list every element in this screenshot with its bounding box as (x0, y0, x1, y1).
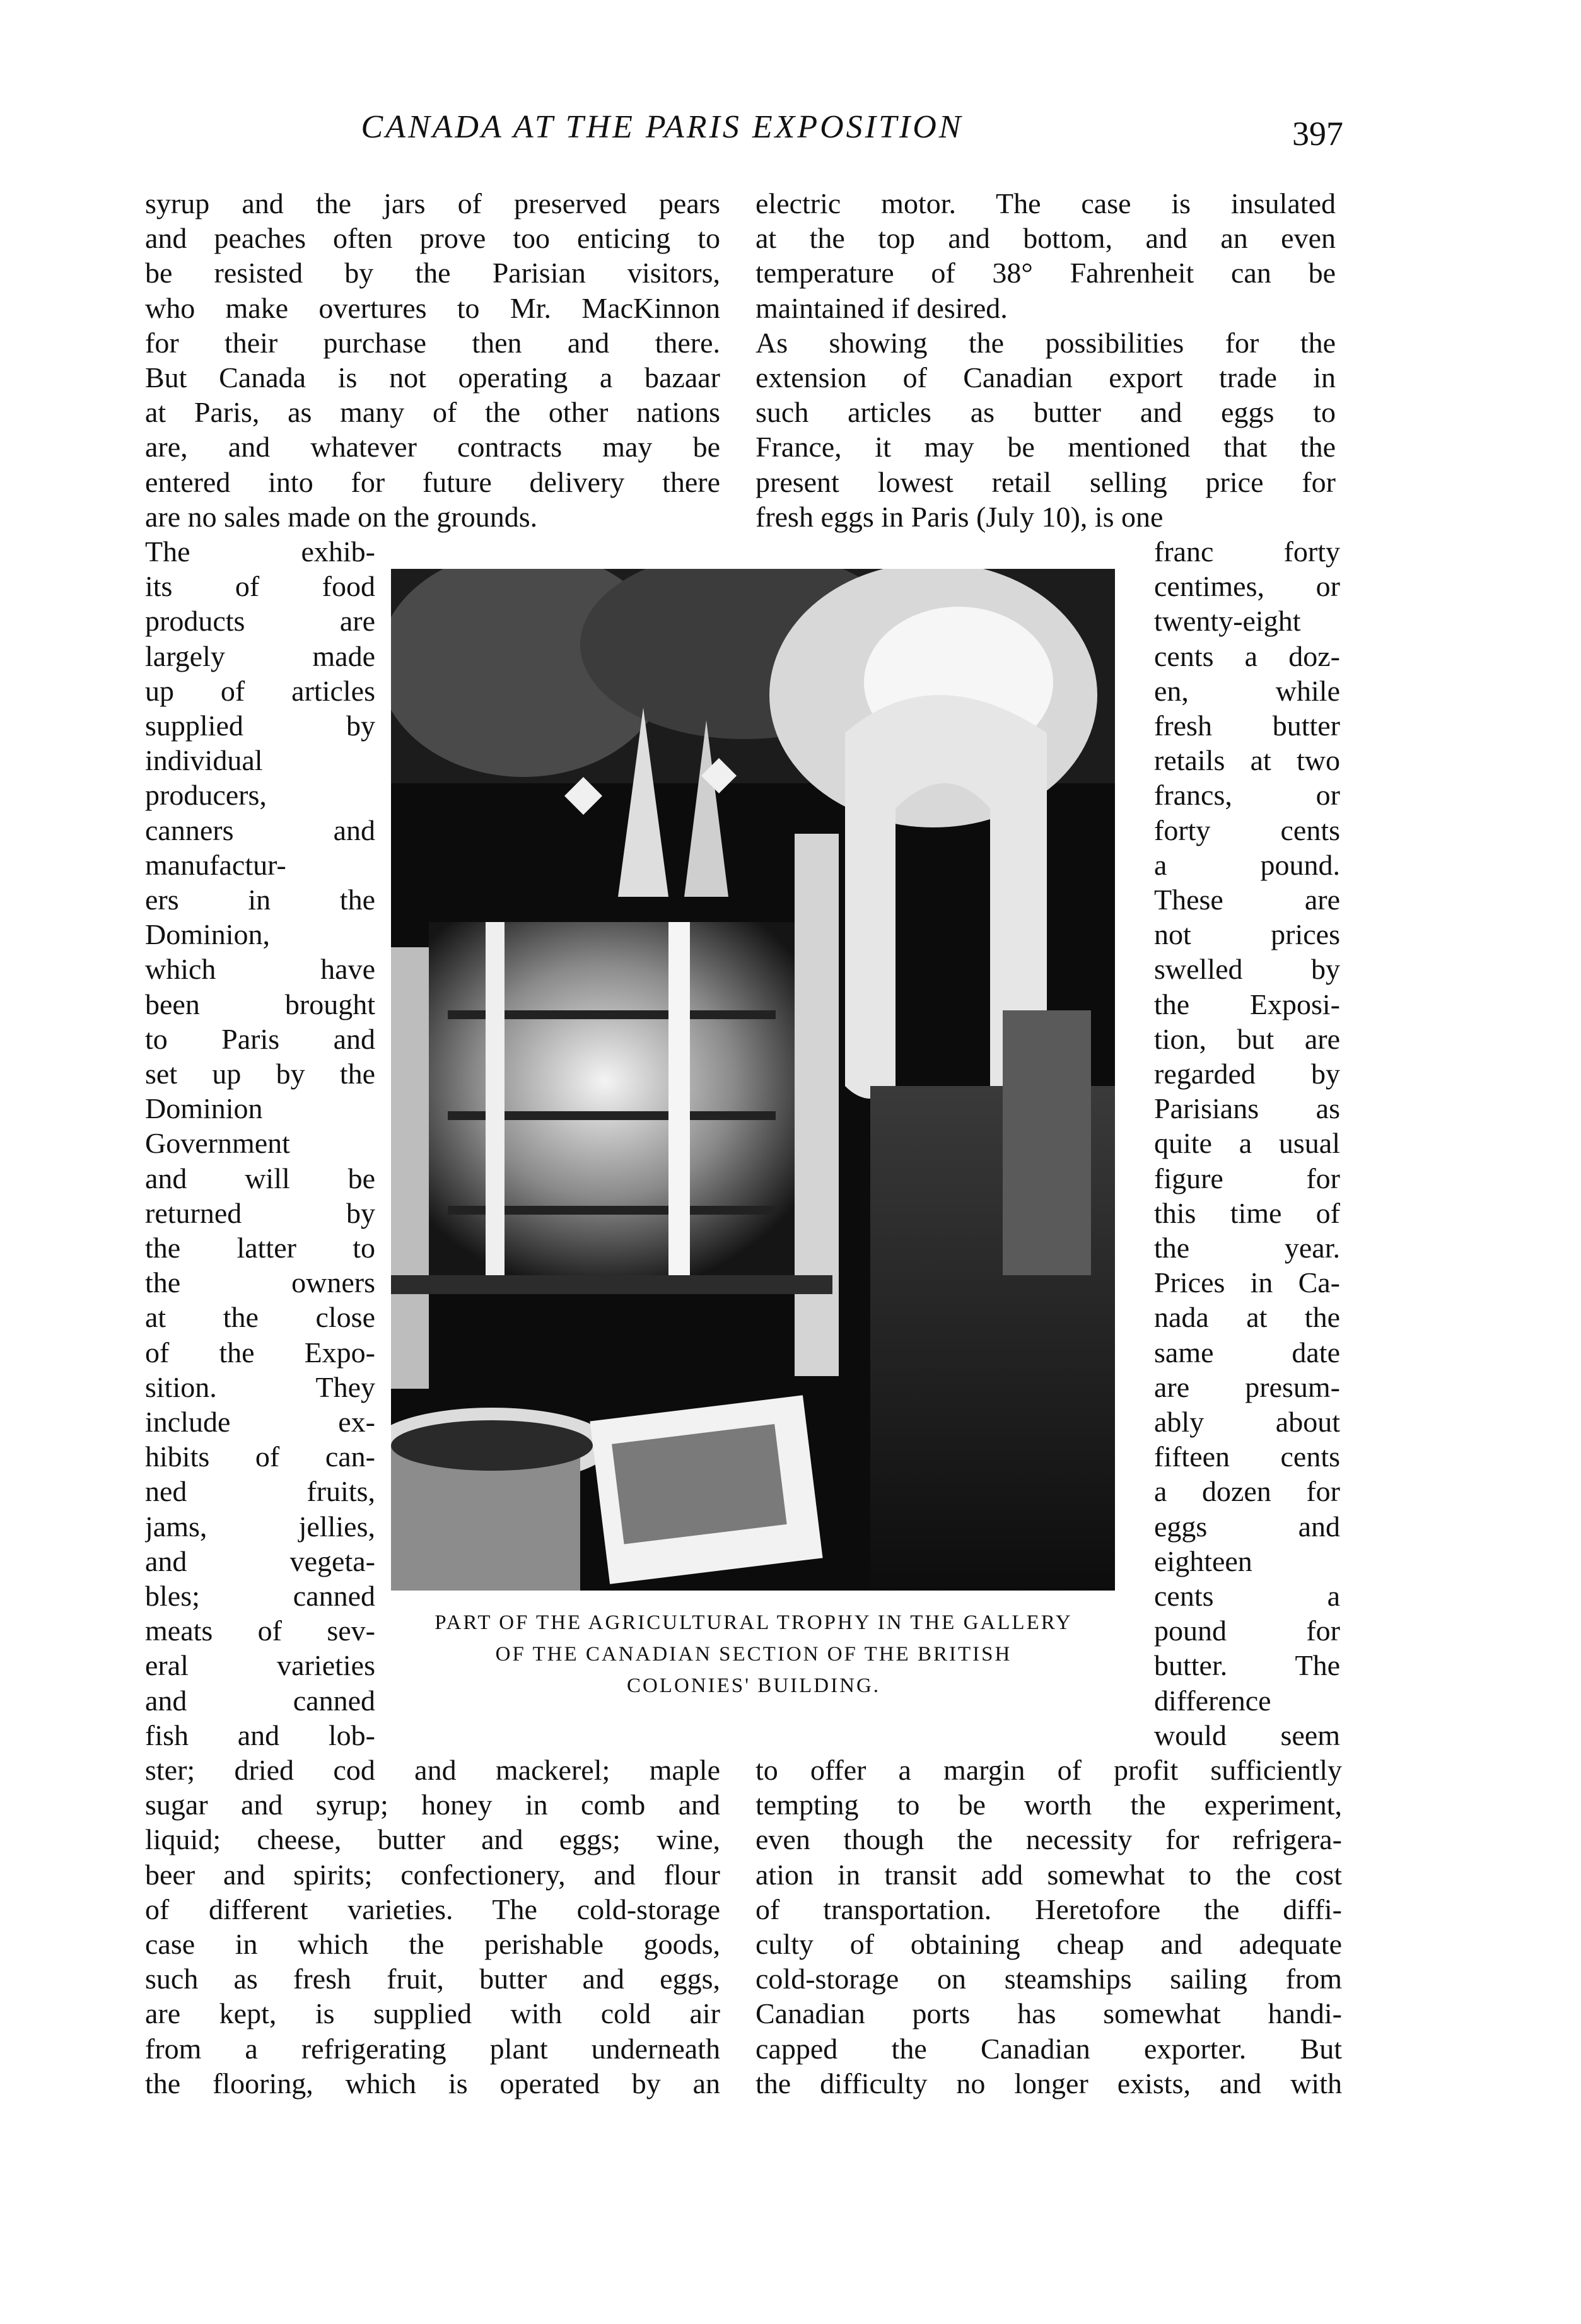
caption-line: OF THE CANADIAN SECTION OF THE BRITISH (495, 1643, 1012, 1666)
right-column-line: difference (1154, 1684, 1271, 1717)
left-column-line: who make overtures to Mr. MacKinnon (145, 291, 720, 324)
right-column-line: to offer a margin of profit sufficiently (755, 1754, 1342, 1786)
photo-illustration (391, 569, 1115, 1591)
left-column-line: case in which the perishable goods, (145, 1928, 720, 1960)
running-title: CANADA AT THE PARIS EXPOSITION (361, 109, 964, 145)
left-column-line: are kept, is supplied with cold air (145, 1997, 720, 2030)
right-column-line: would seem (1154, 1719, 1340, 1751)
right-column-line: ably about (1154, 1406, 1340, 1438)
right-column-line: pound for (1154, 1615, 1340, 1647)
right-column-line: regarded by (1154, 1058, 1340, 1090)
right-column-line: tion, but are (1154, 1022, 1340, 1055)
left-column-line: the flooring, which is operated by an (145, 2067, 720, 2099)
right-column-line: maintained if desired. (755, 291, 1008, 324)
left-column-line: Dominion, (145, 918, 271, 951)
left-column-line: largely made (145, 639, 375, 672)
left-column-line: and vegeta- (145, 1544, 375, 1577)
left-column-line: syrup and the jars of preserved pears (145, 187, 720, 219)
right-column-line: eggs and (1154, 1510, 1340, 1543)
left-column-line: of the Expo- (145, 1336, 375, 1369)
left-column-line: individual (145, 744, 263, 777)
right-column-line: tempting to be worth the experiment, (755, 1789, 1342, 1821)
right-column-line: fifteen cents (1154, 1440, 1340, 1473)
left-column-line: for their purchase then and there. (145, 326, 720, 359)
right-column-line: butter. The (1154, 1649, 1340, 1682)
right-column-line: temperature of 38° Fahrenheit can be (755, 257, 1336, 289)
left-column-line: canners and (145, 814, 375, 846)
right-column-line: cents a (1154, 1580, 1340, 1612)
right-column-line: same date (1154, 1336, 1340, 1369)
left-column-line: beer and spirits; confectionery, and flour (145, 1858, 720, 1891)
right-column-line: forty cents (1154, 814, 1340, 846)
right-column-line: As showing the possibilities for the (755, 326, 1336, 359)
right-column-line: francs, or (1154, 779, 1340, 812)
left-column-line: returned by (145, 1196, 375, 1229)
right-column-line: swelled by (1154, 953, 1340, 986)
left-column-line: and will be (145, 1162, 375, 1194)
left-column-line: at Paris, as many of the other nations (145, 396, 720, 429)
left-column-line: and canned (145, 1684, 375, 1717)
left-column-line: But Canada is not operating a bazaar (145, 361, 720, 394)
right-column-line: ation in transit add somewhat to the cost (755, 1858, 1342, 1891)
right-column-line: the difficulty no longer exists, and with (755, 2067, 1342, 2099)
right-column-line: cold-storage on steamships sailing from (755, 1963, 1342, 1995)
right-column-line: eighteen (1154, 1544, 1252, 1577)
left-column-line: its of food (145, 570, 375, 603)
left-column-line: been brought (145, 988, 375, 1020)
left-column-line: Government (145, 1127, 290, 1160)
right-column-line: Parisians as (1154, 1092, 1340, 1125)
right-column-line: of transportation. Heretofore the diffi- (755, 1893, 1342, 1925)
left-column-line: manufactur- (145, 848, 286, 881)
caption-line: COLONIES' BUILDING. (626, 1674, 881, 1697)
right-column-line: capped the Canadian exporter. But (755, 2032, 1342, 2065)
left-column-line: ned fruits, (145, 1475, 375, 1508)
right-column-line: Canadian ports has somewhat handi- (755, 1997, 1342, 2030)
left-column-line: at the close (145, 1301, 375, 1334)
page-number: 397 (1292, 115, 1343, 153)
right-column-line: not prices (1154, 918, 1340, 951)
right-column-line: figure for (1154, 1162, 1340, 1194)
left-column-line: bles; canned (145, 1580, 375, 1612)
right-column-line: fresh butter (1154, 709, 1340, 742)
left-column-line: such as fresh fruit, butter and eggs, (145, 1963, 720, 1995)
right-column-line: even though the necessity for refrigera- (755, 1823, 1342, 1856)
left-column-line: hibits of can- (145, 1440, 375, 1473)
left-column-line: include ex- (145, 1406, 375, 1438)
right-column-line: electric motor. The case is insulated (755, 187, 1336, 219)
left-column-line: set up by the (145, 1058, 375, 1090)
left-column-line: entered into for future delivery there (145, 465, 720, 498)
right-column-line: fresh eggs in Paris (July 10), is one (755, 500, 1164, 533)
left-column-line: liquid; cheese, butter and eggs; wine, (145, 1823, 720, 1856)
left-column-line: ster; dried cod and mackerel; maple (145, 1754, 720, 1786)
left-column-line: The exhib- (145, 535, 375, 568)
left-column-line: supplied by (145, 709, 375, 742)
right-column-line: These are (1154, 884, 1340, 916)
left-column-line: are no sales made on the grounds. (145, 500, 538, 533)
right-column-line: twenty-eight (1154, 605, 1301, 638)
left-column-line: are, and whatever contracts may be (145, 431, 720, 464)
right-column-line: the year. (1154, 1232, 1340, 1264)
left-column-line: Dominion (145, 1092, 263, 1125)
left-column-line: meats of sev- (145, 1615, 375, 1647)
right-column-line: centimes, or (1154, 570, 1340, 603)
right-column-line: extension of Canadian export trade in (755, 361, 1336, 394)
caption-line: PART OF THE AGRICULTURAL TROPHY IN THE GALLERY (435, 1611, 1073, 1634)
right-column-line: quite a usual (1154, 1127, 1340, 1160)
left-column-line: the latter to (145, 1232, 375, 1264)
left-column-line: up of articles (145, 674, 375, 707)
right-column-line: Prices in Ca- (1154, 1266, 1340, 1299)
left-column-line: sition. They (145, 1370, 375, 1403)
left-column-line: from a refrigerating plant underneath (145, 2032, 720, 2065)
left-column-line: products are (145, 605, 375, 638)
left-column-line: the owners (145, 1266, 375, 1299)
right-column-line: franc forty (1154, 535, 1340, 568)
right-column-line: retails at two (1154, 744, 1340, 777)
left-column-line: sugar and syrup; honey in comb and (145, 1789, 720, 1821)
right-column-line: en, while (1154, 674, 1340, 707)
left-column-line: of different varieties. The cold-storage (145, 1893, 720, 1925)
left-column-line: fish and lob- (145, 1719, 375, 1751)
left-column-line: be resisted by the Parisian visitors, (145, 257, 720, 289)
right-column-line: this time of (1154, 1196, 1340, 1229)
right-column-line: present lowest retail selling price for (755, 465, 1336, 498)
right-column-line: France, it may be mentioned that the (755, 431, 1336, 464)
left-column-line: jams, jellies, (145, 1510, 375, 1543)
exhibit-photograph (391, 569, 1115, 1591)
right-column-line: the Exposi- (1154, 988, 1340, 1020)
right-column-line: nada at the (1154, 1301, 1340, 1334)
right-column-line: at the top and bottom, and an even (755, 222, 1336, 255)
right-column-line: such articles as butter and eggs to (755, 396, 1336, 429)
left-column-line: eral varieties (145, 1649, 375, 1682)
left-column-line: to Paris and (145, 1022, 375, 1055)
left-column-line: ers in the (145, 884, 375, 916)
right-column-line: a dozen for (1154, 1475, 1340, 1508)
right-column-line: cents a doz- (1154, 639, 1340, 672)
right-column-line: culty of obtaining cheap and adequate (755, 1928, 1342, 1960)
left-column-line: which have (145, 953, 375, 986)
left-column-line: and peaches often prove too enticing to (145, 222, 720, 255)
left-column-line: producers, (145, 779, 267, 812)
right-column-line: a pound. (1154, 848, 1340, 881)
right-column-line: are presum- (1154, 1370, 1340, 1403)
